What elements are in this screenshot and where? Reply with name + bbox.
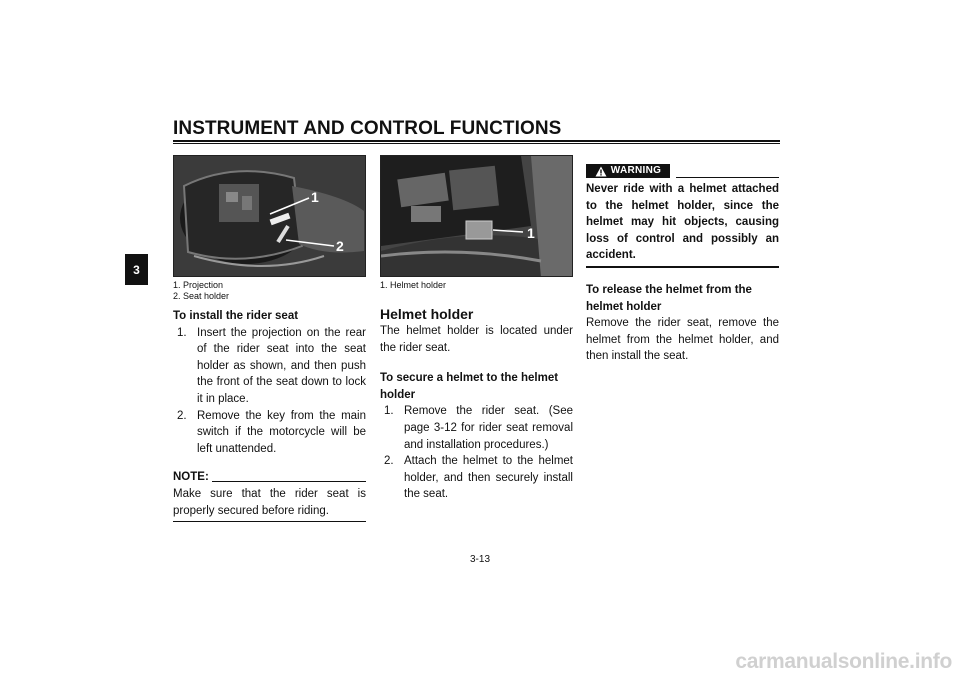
body-text: Remove the rider seat, remove the helmet from the helmet holder, and then install the seat. xyxy=(586,317,779,363)
step-list xyxy=(384,403,573,503)
warning-triangle-icon xyxy=(595,166,607,177)
note-label: NOTE: xyxy=(173,471,209,484)
step-number: 2. xyxy=(384,455,394,468)
subheading: To release the helmet from the helmet holder xyxy=(586,283,752,313)
step-number: 1. xyxy=(177,326,187,339)
warning-rule xyxy=(676,177,779,178)
list-item xyxy=(177,325,366,408)
section-tab: 3 xyxy=(125,254,148,285)
note-end-rule xyxy=(173,521,366,522)
warning-badge xyxy=(586,164,670,178)
page-title: INSTRUMENT AND CONTROL FUNCTIONS xyxy=(173,118,562,139)
subheading: To install the rider seat xyxy=(173,310,299,322)
header-rule-thin xyxy=(173,143,780,144)
step-text: Remove the key from the main switch if the motorcycle will be left unattended. xyxy=(197,409,366,455)
step-text: Remove the rider seat. (See page 3-12 for rider seat removal and installation procedures.) xyxy=(404,405,573,451)
photo-callout-2: 2 xyxy=(336,238,344,254)
list-item xyxy=(384,403,573,453)
step-number: 2. xyxy=(177,409,187,422)
photo-callout-1: 1 xyxy=(527,225,535,241)
step-list xyxy=(177,325,366,458)
step-text: Attach the helmet to the helmet holder, and then securely install the seat. xyxy=(404,455,573,501)
helmet-holder-photo xyxy=(380,155,573,277)
list-item xyxy=(177,408,366,458)
warning-text: Never ride with a helmet attached to the helmet holder, since the helmet may hit objects, causing loss of control and possibly an accident. xyxy=(586,183,779,262)
note-rule xyxy=(212,481,366,482)
step-text: Insert the projection on the rear of the rider seat into the seat holder as shown, and then push the front of the seat down to lock it in place. xyxy=(197,326,366,405)
watermark: carmanualsonline.info xyxy=(735,650,952,673)
column-2 xyxy=(380,155,573,503)
note-header xyxy=(173,469,366,486)
column-3 xyxy=(586,155,779,365)
step-number: 1. xyxy=(384,405,394,418)
header-rule xyxy=(173,140,780,142)
rider-seat-photo xyxy=(173,155,366,277)
figure-caption xyxy=(173,280,366,302)
intro-text: The helmet holder is located under the rider seat. xyxy=(380,325,573,354)
page-number: 3-13 xyxy=(469,554,490,565)
list-item xyxy=(384,453,573,503)
subheading: To secure a helmet to the helmet holder xyxy=(380,372,559,401)
column-1 xyxy=(173,155,366,522)
warning-header xyxy=(586,163,779,179)
caption-item: 1. Projection xyxy=(173,280,224,290)
photo-callout-1: 1 xyxy=(311,189,319,205)
note-text: Make sure that the rider seat is properly secured before riding. xyxy=(173,487,366,517)
warning-label: WARNING xyxy=(610,164,662,176)
section-heading: Helmet holder xyxy=(380,306,474,322)
caption-item: 1. Helmet holder xyxy=(380,280,447,290)
figure-caption xyxy=(380,280,573,291)
warning-end-rule xyxy=(586,266,779,268)
caption-item: 2. Seat holder xyxy=(173,291,230,301)
